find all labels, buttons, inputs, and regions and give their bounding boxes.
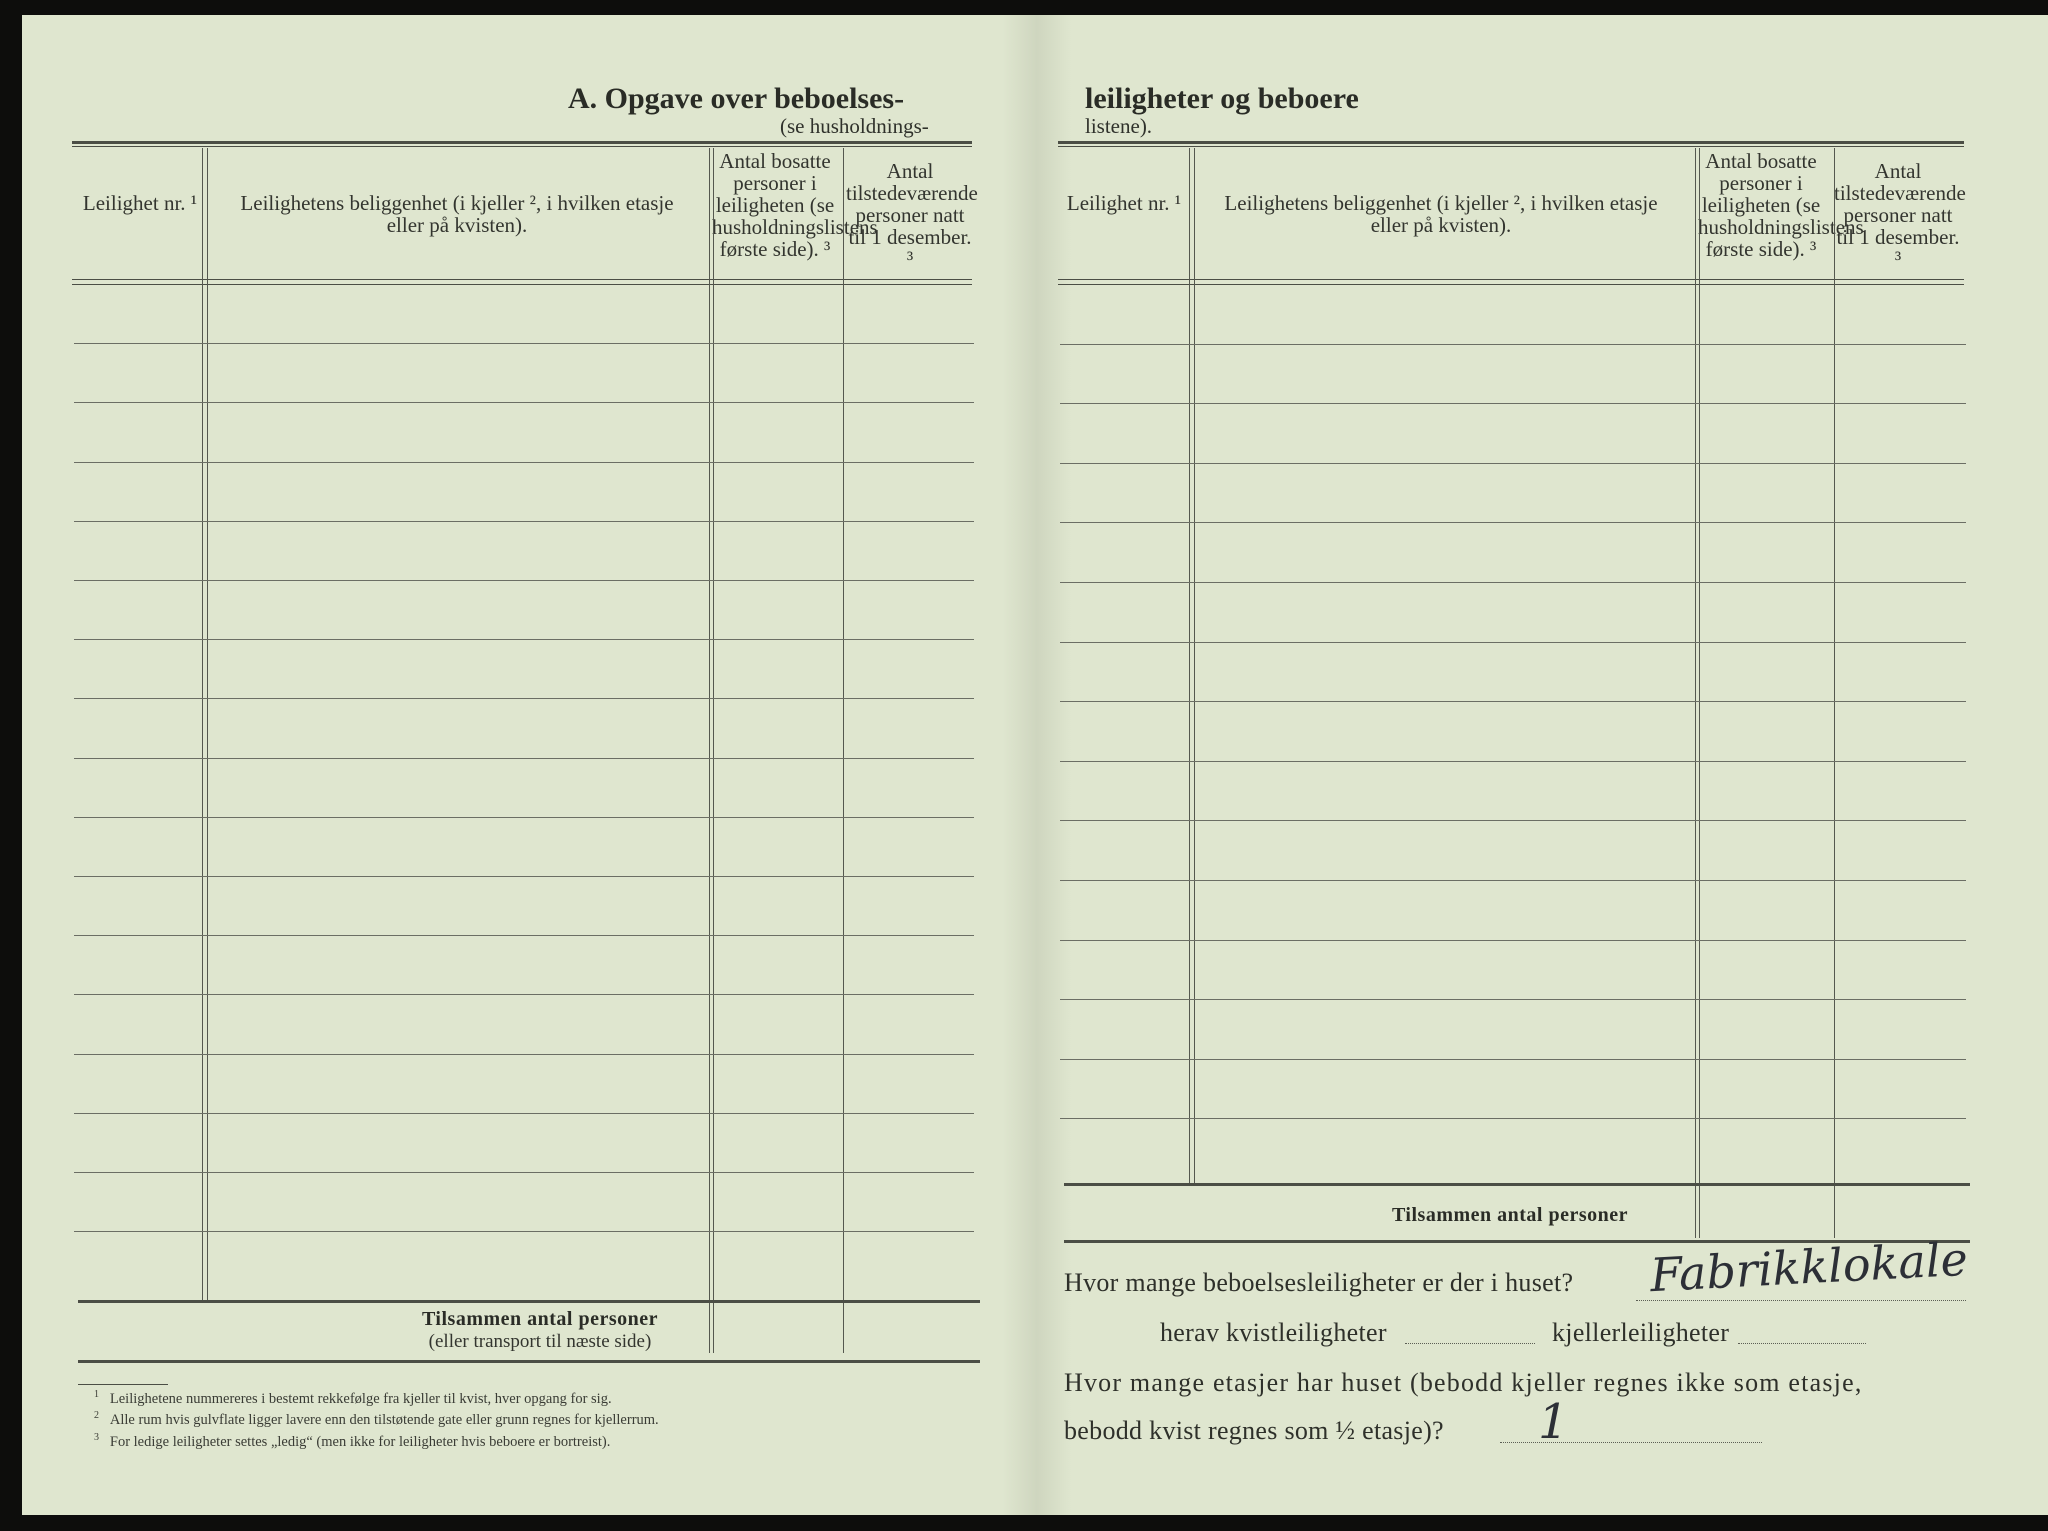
right-header-resident-persons: Antal bosatte personer i leiligheten (se husholdningslistens første side). ³ xyxy=(1698,149,1864,261)
table-row-rule xyxy=(1060,463,1966,464)
left-header-top-rule-2 xyxy=(72,146,972,147)
left-header-top-rule xyxy=(72,141,972,144)
table-row-rule xyxy=(1060,582,1966,583)
footnote-separator xyxy=(78,1384,168,1385)
table-row-rule xyxy=(1060,940,1966,941)
table-row-rule xyxy=(1060,761,1966,762)
left-page-title: A. Opgave over beboelses- xyxy=(568,82,905,115)
table-row-rule xyxy=(74,758,974,759)
left-total-rule-top xyxy=(78,1300,980,1303)
table-row-rule xyxy=(74,935,974,936)
table-row-rule xyxy=(74,994,974,995)
right-page-title: leiligheter og beboere xyxy=(1085,82,1359,115)
question-attic-apartments: herav kvistleiligheter xyxy=(1160,1318,1387,1347)
table-row-rule xyxy=(74,1172,974,1173)
footnote-1: $^1$ Leilighetene nummereres i bestemt rekkefølge fra kjeller til kvist, hver opgang for sig. xyxy=(94,1389,612,1407)
answer-line-attic-apartments xyxy=(1405,1343,1535,1344)
right-col-divider-2 xyxy=(1695,148,1696,1238)
left-total-sublabel: (eller transport til næste side) xyxy=(428,1331,652,1352)
table-row-rule xyxy=(1060,820,1966,821)
left-col-divider-1 xyxy=(202,148,203,1300)
table-row-rule xyxy=(1060,999,1966,1000)
right-total-rule-top xyxy=(1064,1183,1970,1186)
table-row-rule xyxy=(74,876,974,877)
table-row-rule xyxy=(1060,1059,1966,1060)
left-header-apartment-no: Leilighet nr. ¹ xyxy=(82,191,198,215)
footnote-2: $^2$ Alle rum hvis gulvflate ligger lavere enn den tilstøtende gate eller grunn regnes for kjellerrum. xyxy=(94,1410,659,1428)
table-row-rule xyxy=(1060,522,1966,523)
right-col-divider-3 xyxy=(1834,148,1835,1238)
question-floor-count-line2: bebodd kvist regnes som ½ etasje)? xyxy=(1064,1416,1444,1445)
right-total-label: Tilsammen antal personer xyxy=(1391,1204,1629,1226)
right-header-present-persons: Antal tilstedeværende personer natt til 1 desember. ³ xyxy=(1834,159,1966,271)
right-header-location: Leilighetens beliggenhet (i kjeller ², i hvilken etasje eller på kvisten). xyxy=(1224,191,1658,237)
left-total-label: Tilsammen antal personer xyxy=(421,1308,659,1330)
left-total-rule-bottom xyxy=(78,1360,980,1363)
right-page-subtitle: listene). xyxy=(1085,114,1153,138)
table-row-rule xyxy=(74,521,974,522)
footnote-3: $^3$ For ledige leiligheter settes „ledig“ (men ikke for leiligheter hvis beboere er bortreist). xyxy=(94,1432,611,1450)
right-header-apartment-no: Leilighet nr. ¹ xyxy=(1066,191,1182,215)
table-row-rule xyxy=(74,343,974,344)
right-col-divider-1 xyxy=(1189,148,1190,1183)
answer-line-basement-apartments xyxy=(1738,1343,1866,1344)
left-header-location: Leilighetens beliggenhet (i kjeller ², i hvilken etasje eller på kvisten). xyxy=(240,191,674,237)
table-row-rule xyxy=(1060,642,1966,643)
question-floor-count-line1: Hvor mange etasjer har huset (bebodd kjeller regnes ikke som etasje, xyxy=(1064,1368,1863,1397)
right-header-top-rule xyxy=(1058,141,1964,144)
table-row-rule xyxy=(1060,344,1966,345)
answer-apartment-count: Fabrikklokale xyxy=(1648,1231,1969,1303)
answer-floor-count: 1 xyxy=(1538,1394,1569,1450)
left-col-divider-1b xyxy=(207,148,208,1300)
left-page-subtitle: (se husholdnings- xyxy=(780,114,929,138)
table-row-rule xyxy=(74,1231,974,1232)
left-header-resident-persons: Antal bosatte personer i leiligheten (se husholdningslistens første side). ³ xyxy=(712,149,878,261)
right-header-top-rule-2 xyxy=(1058,146,1964,147)
table-row-rule xyxy=(74,639,974,640)
table-row-rule xyxy=(74,817,974,818)
table-row-rule xyxy=(74,1113,974,1114)
table-row-rule xyxy=(1060,403,1966,404)
right-col-divider-2b xyxy=(1699,148,1700,1238)
table-row-rule xyxy=(74,1054,974,1055)
right-col-divider-1b xyxy=(1194,148,1195,1183)
question-basement-apartments: kjellerleiligheter xyxy=(1552,1318,1730,1347)
table-row-rule xyxy=(74,462,974,463)
table-row-rule xyxy=(74,580,974,581)
left-header-present-persons: Antal tilstedeværende personer natt til 1 desember. ³ xyxy=(846,159,978,271)
table-row-rule xyxy=(1060,880,1966,881)
question-apartment-count: Hvor mange beboelsesleiligheter er der i huset? xyxy=(1064,1268,1574,1297)
table-row-rule xyxy=(74,402,974,403)
table-row-rule xyxy=(1060,701,1966,702)
table-row-rule xyxy=(1060,1118,1966,1119)
table-row-rule xyxy=(74,698,974,699)
